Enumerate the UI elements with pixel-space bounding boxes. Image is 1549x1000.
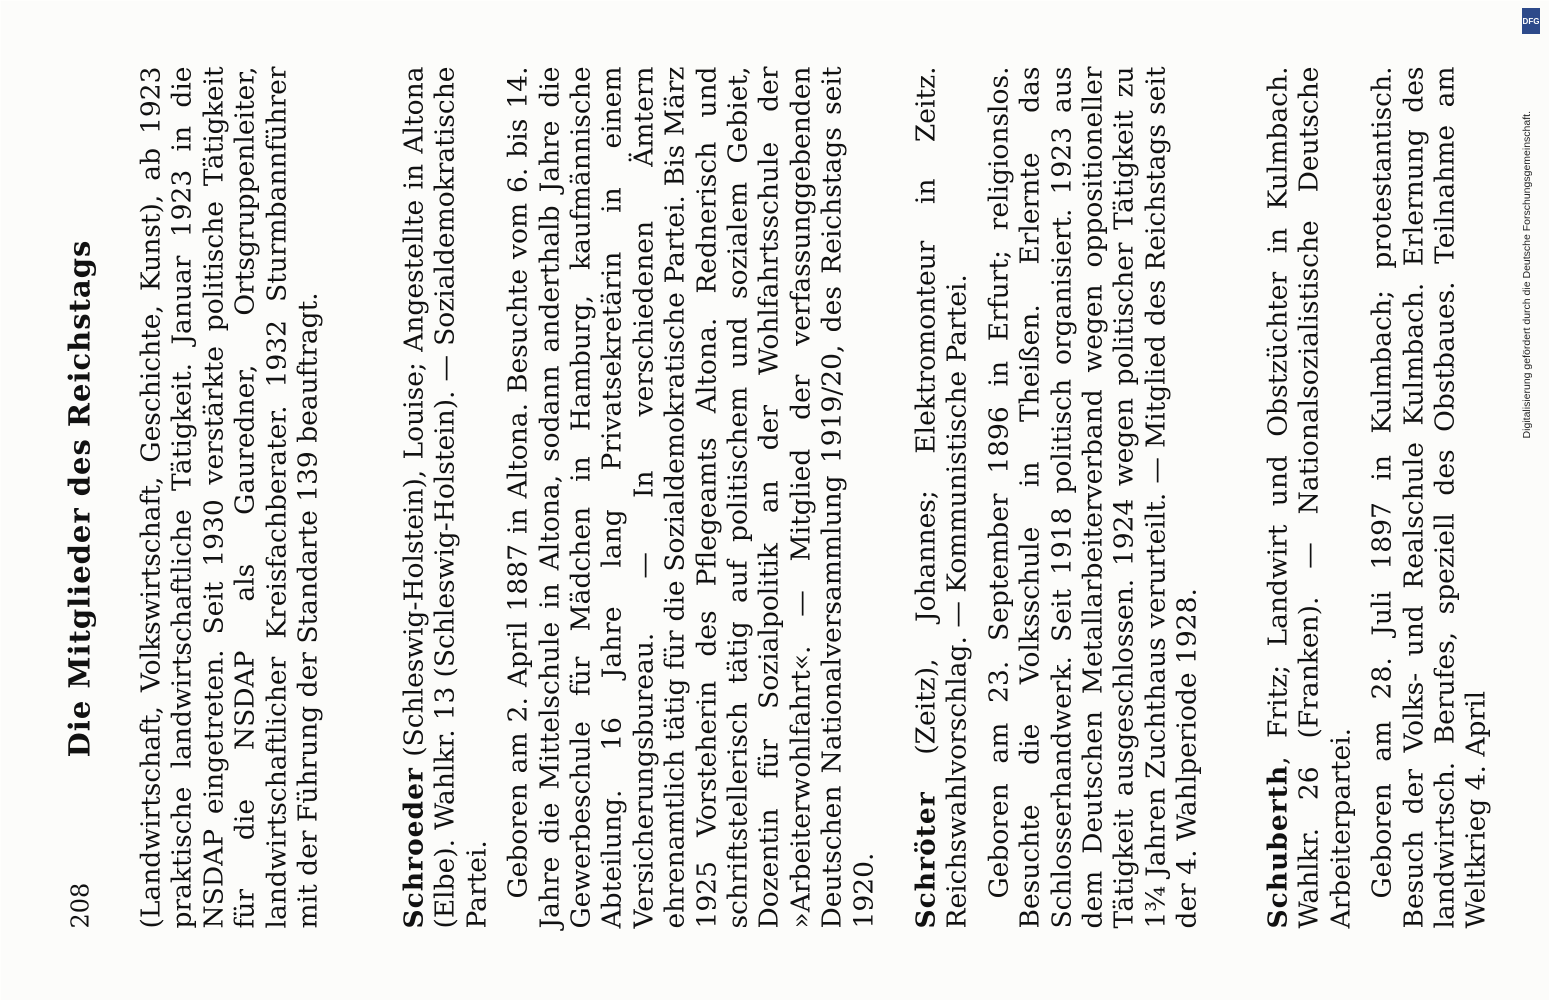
member-name: Schroeder [398,766,429,928]
page-header [62,68,102,928]
entry-heading [1262,66,1356,928]
running-head: Die Mitglieder des Reichstags [62,239,96,757]
entry-heading [398,66,492,928]
biography: Geboren am 28. Juli 1897 in Kulmbach; protestantisch. Besuch der Volks- und Realschule Kulmbach. Erlernung des landwirtsch. Berufes, speziell des Obstbaues. Teilnahme am Weltkrieg 4. April [1366,66,1492,928]
biography: Geboren am 23. September 1896 in Erfurt; religionslos. Besuchte die Volksschule in Theißen. Erlernte das Schlosserhandwerk. Seit 1918 politisch organisiert. 1923 aus dem Deutschen Metallarbeiterverband wegen oppositioneller Tätigkeit ausgeschlossen. 1924 wegen politischer Tätigkeit zu 1¾ Jahren Zuchthaus verurteilt. — Mitglied des Reichstags seit der 4. Wahlperiode 1928. [982,66,1203,928]
member-details: , Fritz; Landwirt und Obstzüchter in Kulmbach. Wahlkr. 26 (Franken). — Nationalsozialistische Deutsche Arbeiterpartei. [1262,66,1356,928]
page-number: 208 [66,882,94,928]
entry-schroeder [398,66,879,928]
member-name: Schuberth [1262,764,1293,928]
dfg-logo-icon: DFG [1522,8,1540,34]
biography: Geboren am 2. April 1887 in Altona. Besuchte vom 6. bis 14. Jahre die Mittelschule in Altona, sodann anderthalb Jahre die Gewerbeschule für Mädchen in Hamburg, kaufmännische Abteilung. 16 Jahre lang Privatsekretärin in einem Versicherungsbureau. — In verschiedenen Ämtern ehrenamtlich tätig für die Sozialdemokratische Partei. Bis März 1925 Vorsteherin des Pflegeamts Altona. Rednerisch und schriftstellerisch tätig auf politischem und sozialem Gebiet, Dozentin für Sozialpolitik an der Wohlfahrtsschule der »Arbeiterwohlfahrt«. — Mitglied der verfassunggebenden Deutschen Nationalversammlung 1919/20, des Reichstags seit 1920. [502,66,879,928]
member-details: (Zeitz), Johannes; Elektromonteur in Zeitz. Reichswahlvorschlag. — Kommunistische Partei. [910,66,973,928]
entry-schuberth [1262,66,1492,928]
entry-continuation [135,66,323,928]
digitization-credit [1519,8,1545,438]
entry-heading [910,66,973,928]
credit-text: Digitalisierung gefördert durch die Deutsche Forschungsgemeinschaft. [1521,110,1533,438]
member-name: Schröter [910,790,941,928]
continuation-text: (Landwirtschaft, Volkswirtschaft, Geschichte, Kunst), ab 1923 praktische landwirtschaftliche Tätigkeit. Januar 1923 in die NSDAP eingetreten. Seit 1930 verstärkte politische Tätigkeit für die NSDAP als Gauredner, Ortsgruppenleiter, landwirtschaftlicher Kreisfachberater. 1932 Sturmbannführer mit der Führung der Standarte 139 beauftragt. [135,66,324,928]
member-details: (Schleswig-Holstein), Louise; Angestellte in Altona (Elbe). Wahlkr. 13 (Schleswig-Holstein). — Sozialdemokratische Partei. [398,66,492,928]
entry-schroeter [910,66,1203,928]
